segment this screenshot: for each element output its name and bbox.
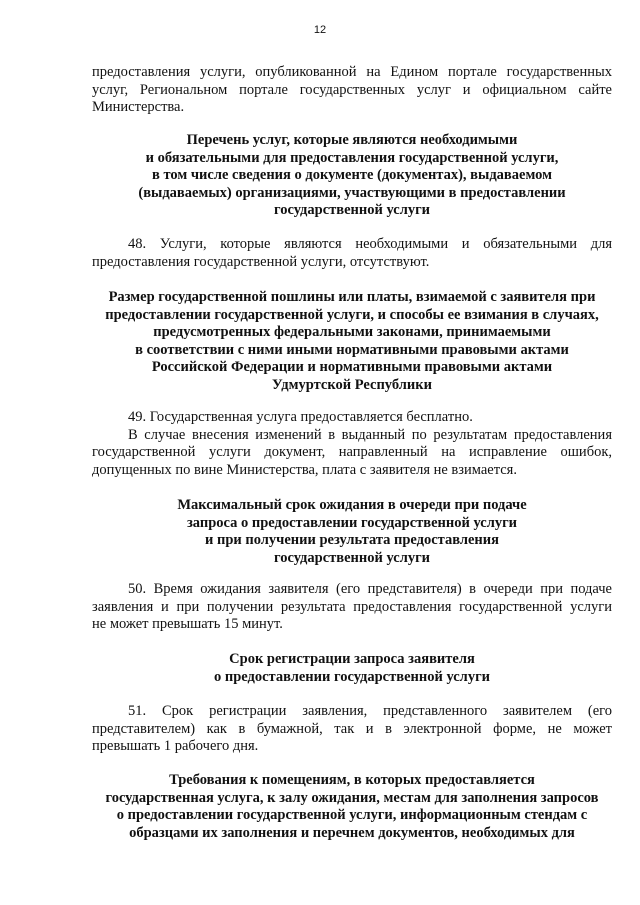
- heading-line: государственной услуги: [273, 202, 431, 218]
- heading-line: в соответствии с ними иными нормативными правовыми актами: [135, 341, 569, 358]
- text-line: 49. Государственная услуга предоставляется бесплатно.: [128, 409, 473, 425]
- text-line: превышать 1 рабочего дня.: [92, 738, 259, 754]
- text-line: 48. Услуги, которые являются необходимыми и обязательными для: [128, 236, 612, 252]
- text-line: представителем) как в бумажной, так и в электронной форме, не может: [92, 720, 612, 737]
- intro-paragraph: [92, 64, 612, 117]
- paragraph-50: [92, 581, 612, 634]
- heading-line: и при получении результата предоставления: [205, 532, 499, 548]
- text-line: заявления и при получении результата предоставления государственной услуги: [92, 598, 612, 615]
- text-line: предоставления государственной услуги, отсутствуют.: [92, 253, 430, 270]
- heading-line: Размер государственной пошлины или платы, взимаемой с заявителя при: [108, 289, 596, 305]
- text-line: В случае внесения изменений в выданный по результатам предоставления: [128, 426, 612, 443]
- heading-line: и обязательными для предоставления государственной услуги,: [145, 149, 559, 166]
- text-line: Министерства.: [92, 99, 185, 115]
- heading-line: Удмуртской Республики: [272, 376, 432, 393]
- paragraph-48: [92, 236, 612, 271]
- section-heading-premises: [86, 772, 618, 842]
- text-line: не может превышать 15 минут.: [92, 616, 283, 632]
- text-line: 51. Срок регистрации заявления, представленного заявителем (его: [128, 703, 612, 719]
- text-line: допущенных по вине Министерства, плата с заявителя не взимается.: [92, 461, 517, 478]
- heading-line: Требования к помещениям, в которых предоставляется: [169, 772, 535, 788]
- heading-line: о предоставлении государственной услуги, информационным стендам с: [116, 807, 588, 823]
- heading-line: государственная услуга, к залу ожидания, местам для заполнения запросов: [105, 789, 599, 806]
- heading-line: запроса о предоставлении государственной услуги: [186, 514, 518, 531]
- heading-line: (выдаваемых) организациями, участвующими в предоставлении: [138, 184, 566, 201]
- section-heading-services: [86, 132, 618, 220]
- paragraph-51: [92, 703, 612, 756]
- text-line: государственной услуги документ, направленный на исправление ошибок,: [92, 444, 612, 460]
- heading-line: в том числе сведения о документе (документах), выдаваемом: [152, 167, 552, 183]
- heading-line: предусмотренных федеральными законами, принимаемыми: [153, 324, 551, 340]
- heading-line: о предоставлении государственной услуги: [213, 668, 491, 685]
- section-heading-queue: [86, 497, 618, 567]
- heading-line: предоставлении государственной услуги, и способы ее взимания в случаях,: [105, 306, 599, 323]
- heading-line: образцами их заполнения и перечнем документов, необходимых для: [129, 824, 575, 841]
- heading-line: Российской Федерации и нормативными правовыми актами: [151, 359, 553, 375]
- text-line: услуг, Региональном портале государственных услуг и официальном сайте: [92, 81, 612, 98]
- section-heading-fee: [86, 289, 618, 394]
- heading-line: Срок регистрации запроса заявителя: [229, 651, 475, 667]
- text-line: предоставления услуги, опубликованной на Едином портале государственных: [92, 64, 612, 80]
- text-line: 50. Время ожидания заявителя (его представителя) в очереди при подаче: [128, 581, 612, 597]
- heading-line: Перечень услуг, которые являются необходимыми: [186, 132, 518, 148]
- page-number: 12: [313, 24, 327, 36]
- paragraph-49: [92, 409, 612, 479]
- heading-line: государственной услуги: [273, 549, 431, 566]
- heading-line: Максимальный срок ожидания в очереди при подаче: [177, 497, 527, 513]
- section-heading-registration: [86, 651, 618, 686]
